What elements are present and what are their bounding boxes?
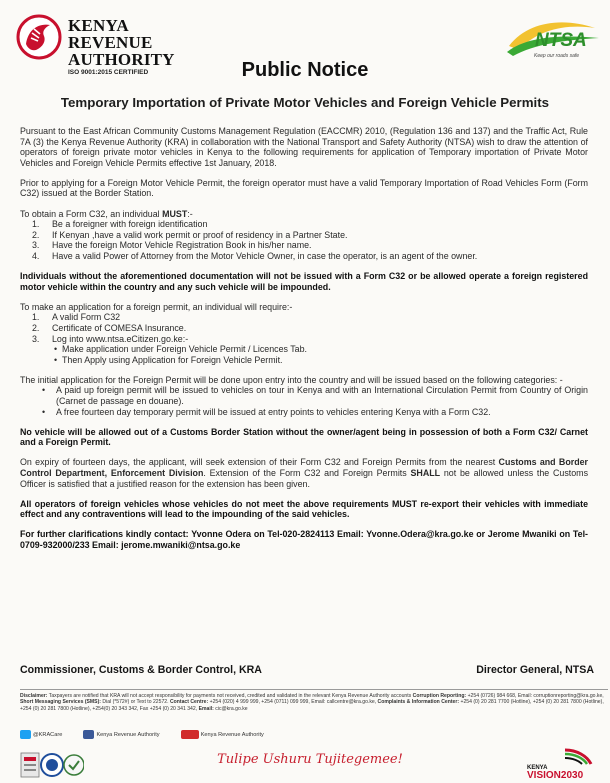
documentation-warning: Individuals without the aforementioned documentation will not be issued with a Form C32 or be allowed operate a foreign registered motor vehicle within the country and any such vehicle will be impounded.	[20, 271, 588, 292]
list-item: 3. Have the foreign Motor Vehicle Registration Book in his/her name.	[32, 240, 312, 251]
kra-lion-icon	[16, 14, 62, 60]
obtain-paragraph	[20, 209, 588, 220]
signature-ntsa: Director General, NTSA	[476, 664, 594, 676]
notice-title: Public Notice	[241, 59, 369, 81]
notice-body	[20, 126, 588, 561]
re-export-warning: All operators of foreign vehicles whose vehicles do not meet the above requirements MUST re-export their vehicles with immediate effect and any contraventions will lead to the impounding of the said vehicles.	[20, 498, 588, 520]
youtube-icon	[181, 730, 199, 739]
disclaimer: Disclaimer: Taxpayers are notified that KRA will not accept responsibility for payments not received, credited and validated in the relevant Kenya Revenue Authority accounts Corruption Reporting: +254 (0726) 984 668, Email: corruptionreporting@kra.go.ke, Short Messaging Services (SMS): Dial (*572#) or Text to 22572. Contact Centre: +254 (020) 4 999 999, +254 (0711) 099 999, Email: callcentre@kra.go.ke, Complaints & Information Center: +254 (0) 20 281 7700 (Hotline), +254 (0) 20 281 7800 (Hotline), +254 (0) 20 281 7800 (Hotline), +254(0) 20 343 342, Fax +254 (0) 20 341 342, Email: cic@kra.go.ke	[20, 689, 608, 712]
twitter-icon	[20, 730, 31, 739]
kra-iso-certification: ISO 9001:2015 CERTIFIED	[68, 69, 149, 76]
ntsa-wordmark: NTSA	[535, 30, 587, 51]
slogan: Tulipe Ushuru Tujitegemee!	[217, 752, 403, 767]
youtube-channel[interactable]: Kenya Revenue Authority	[200, 731, 264, 738]
obtain-list	[20, 219, 588, 261]
vision-2030-logo	[525, 746, 605, 780]
twitter-handle[interactable]: @KRACare	[33, 731, 63, 738]
kra-logo	[16, 14, 216, 76]
signature-kra: Commissioner, Customs & Border Control, KRA	[20, 664, 262, 676]
notice-subtitle: Temporary Importation of Private Motor Vehicles and Foreign Vehicle Permits	[60, 95, 550, 110]
border-warning: No vehicle will be allowed out of a Customs Border Station without the owner/agent being in possession of both a Form C32/ Carnet and a Foreign Permit.	[20, 426, 588, 448]
prior-paragraph: Prior to applying for a Foreign Motor Vehicle Permit, the foreign operator must have a valid Temporary Importation of Road Vehicles Form (Form C32) issued at the Border Station.	[20, 177, 588, 199]
categories-list	[20, 385, 588, 417]
kra-name-line1: KENYA REVENUE	[68, 16, 153, 52]
vision-big-text: VISION2030	[527, 770, 584, 780]
apply-list	[20, 312, 588, 344]
expiry-paragraph: On expiry of fourteen days, the applicant, will seek extension of their Form C32 and Foreign Permits from the nearest Customs and Border Control Department, Enforcement Division. Extension of the Form C32 and Foreign Permits SHALL not be allowed unless the Customs Officer is satisfied that a justified reason for the extension has been given.	[20, 457, 589, 489]
list-item: • Then Apply using Application for Foreign Vehicle Permit.	[20, 355, 588, 366]
initial-paragraph: The initial application for the Foreign Permit will be done upon entry into the country and will be issued based on the following categories: -	[20, 374, 563, 385]
facebook-icon	[83, 730, 94, 739]
list-item: 2. Certificate of COMESA Insurance.	[32, 322, 187, 333]
ntsa-logo	[505, 16, 601, 58]
list-item: 4. Have a valid Power of Attorney from the Motor Vehicle Owner, in case the operator, is an agent of the owner.	[32, 250, 478, 261]
apply-sublist	[20, 344, 588, 365]
list-item: 1. Be a foreigner with foreign identification	[32, 219, 208, 230]
list-item: • Make application under Foreign Vehicle Permit / Licences Tab.	[20, 344, 588, 355]
list-item: 1. A valid Form C32	[32, 312, 121, 323]
obtain-tail: :-	[187, 208, 193, 219]
list-item: 2. If Kenyan ,have a valid work permit or proof of residency in a Partner State.	[32, 229, 348, 240]
intro-paragraph: Pursuant to the East African Community Customs Management Regulation (EACCMR) 2010, (Regulation 136 and 137) and the Traffic Act, Rule 7A (3) the Kenya Revenue Authority (KRA) in collaboration with the National Transport and Safety Authority (NTSA) wish to draw the attention of operators of foreign private motor vehicles in Kenya to the following requirements for application of Temporary importation of Private Motor Vehicles and Foreign Vehicle Permits effective 1st January, 2018.	[20, 126, 588, 168]
list-item: • A paid up foreign permit will be issued to vehicles on tour in Kenya and with an International Circulation Permit from Country of Origin (Carnet de passage en douane).	[20, 385, 588, 406]
obtain-lead: To obtain a Form C32, an individual	[20, 208, 160, 219]
social-links	[20, 730, 264, 742]
contact-paragraph: For further clarifications kindly contact: Yvonne Odera on Tel-020-2824113 Email: Yvonne.Odera@kra.go.ke or Jerome Mwaniki on Tel-0709-932000/233 Email: jerome.mwaniki@ntsa.go.ke	[20, 529, 588, 551]
apply-lead: To make an application for a foreign permit, an individual will require:-	[20, 301, 293, 312]
list-item: • A free fourteen day temporary permit will be issued at entry points to vehicles entering Kenya with a Form C32.	[20, 407, 588, 418]
facebook-page[interactable]: Kenya Revenue Authority	[96, 731, 160, 738]
obtain-must: MUST	[162, 208, 188, 219]
ntsa-tagline: Keep our roads safe	[534, 53, 580, 59]
vision-small-text: KENYA	[527, 765, 548, 771]
kra-name-line2: AUTHORITY	[68, 50, 175, 69]
list-item: 3. Log into www.ntsa.eCitizen.go.ke:-	[32, 333, 189, 344]
certification-badges-icon	[20, 751, 84, 779]
